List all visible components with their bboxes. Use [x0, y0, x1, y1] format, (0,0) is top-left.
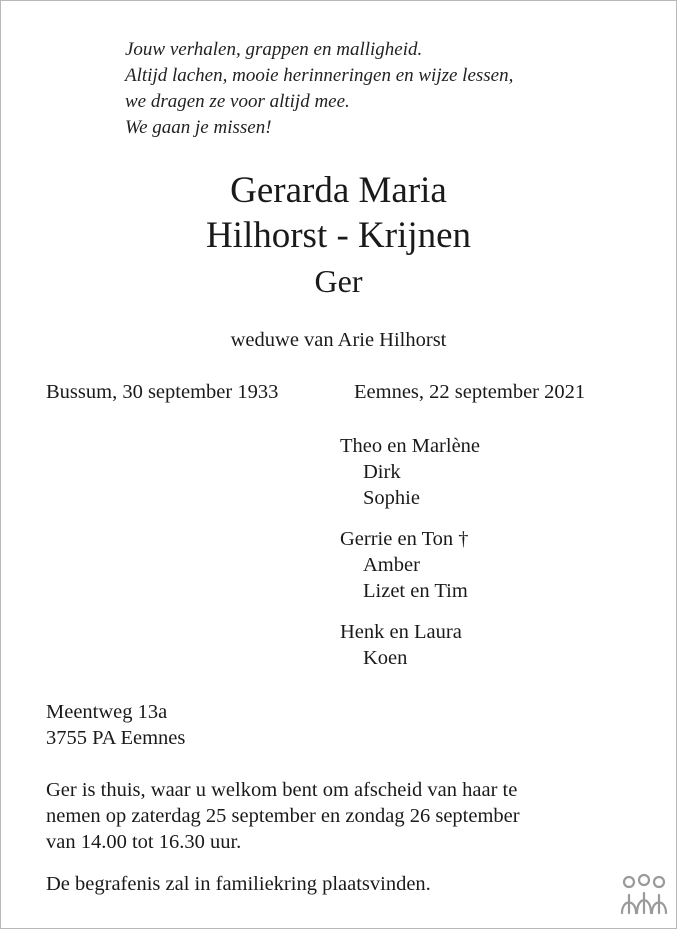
poem-line: Altijd lachen, mooie herinneringen en wijze lessen, [125, 65, 514, 86]
family-people-icon [619, 873, 669, 917]
visitation-line: van 14.00 tot 16.30 uur. [46, 831, 242, 853]
visitation-text [46, 777, 520, 855]
family-group [340, 526, 469, 604]
given-names: Gerarda Maria [230, 170, 447, 211]
visitation-line: nemen op zaterdag 25 september en zondag 26 september [46, 805, 520, 827]
poem-line: we dragen ze voor altijd mee. [125, 91, 350, 112]
death-info: Eemnes, 22 september 2021 [354, 381, 586, 403]
nickname: Ger [314, 263, 363, 299]
address [46, 699, 185, 751]
family-child: Lizet en Tim [363, 580, 468, 602]
family-parents: Theo en Marlène [340, 435, 481, 457]
family-child: Dirk [363, 461, 401, 483]
address-city: 3755 PA Eemnes [46, 727, 186, 749]
poem [125, 37, 513, 141]
family-child: Sophie [363, 487, 420, 509]
widow-of: weduwe van Arie Hilhorst [230, 329, 447, 351]
funeral-note: De begrafenis zal in familiekring plaatsvinden. [46, 873, 431, 895]
address-street: Meentweg 13a [46, 701, 168, 723]
surname: Hilhorst - Krijnen [205, 215, 472, 256]
poem-line: We gaan je missen! [125, 117, 272, 138]
family-child: Amber [363, 554, 420, 576]
family-group [340, 619, 462, 671]
poem-line: Jouw verhalen, grappen en malligheid. [125, 39, 423, 60]
visitation-line: Ger is thuis, waar u welkom bent om afscheid van haar te [46, 779, 518, 801]
family-parents: Henk en Laura [340, 621, 462, 643]
family-child: Koen [363, 647, 408, 669]
birth-info: Bussum, 30 september 1933 [46, 381, 279, 403]
family-group [340, 433, 480, 511]
family-parents: Gerrie en Ton † [340, 528, 469, 550]
